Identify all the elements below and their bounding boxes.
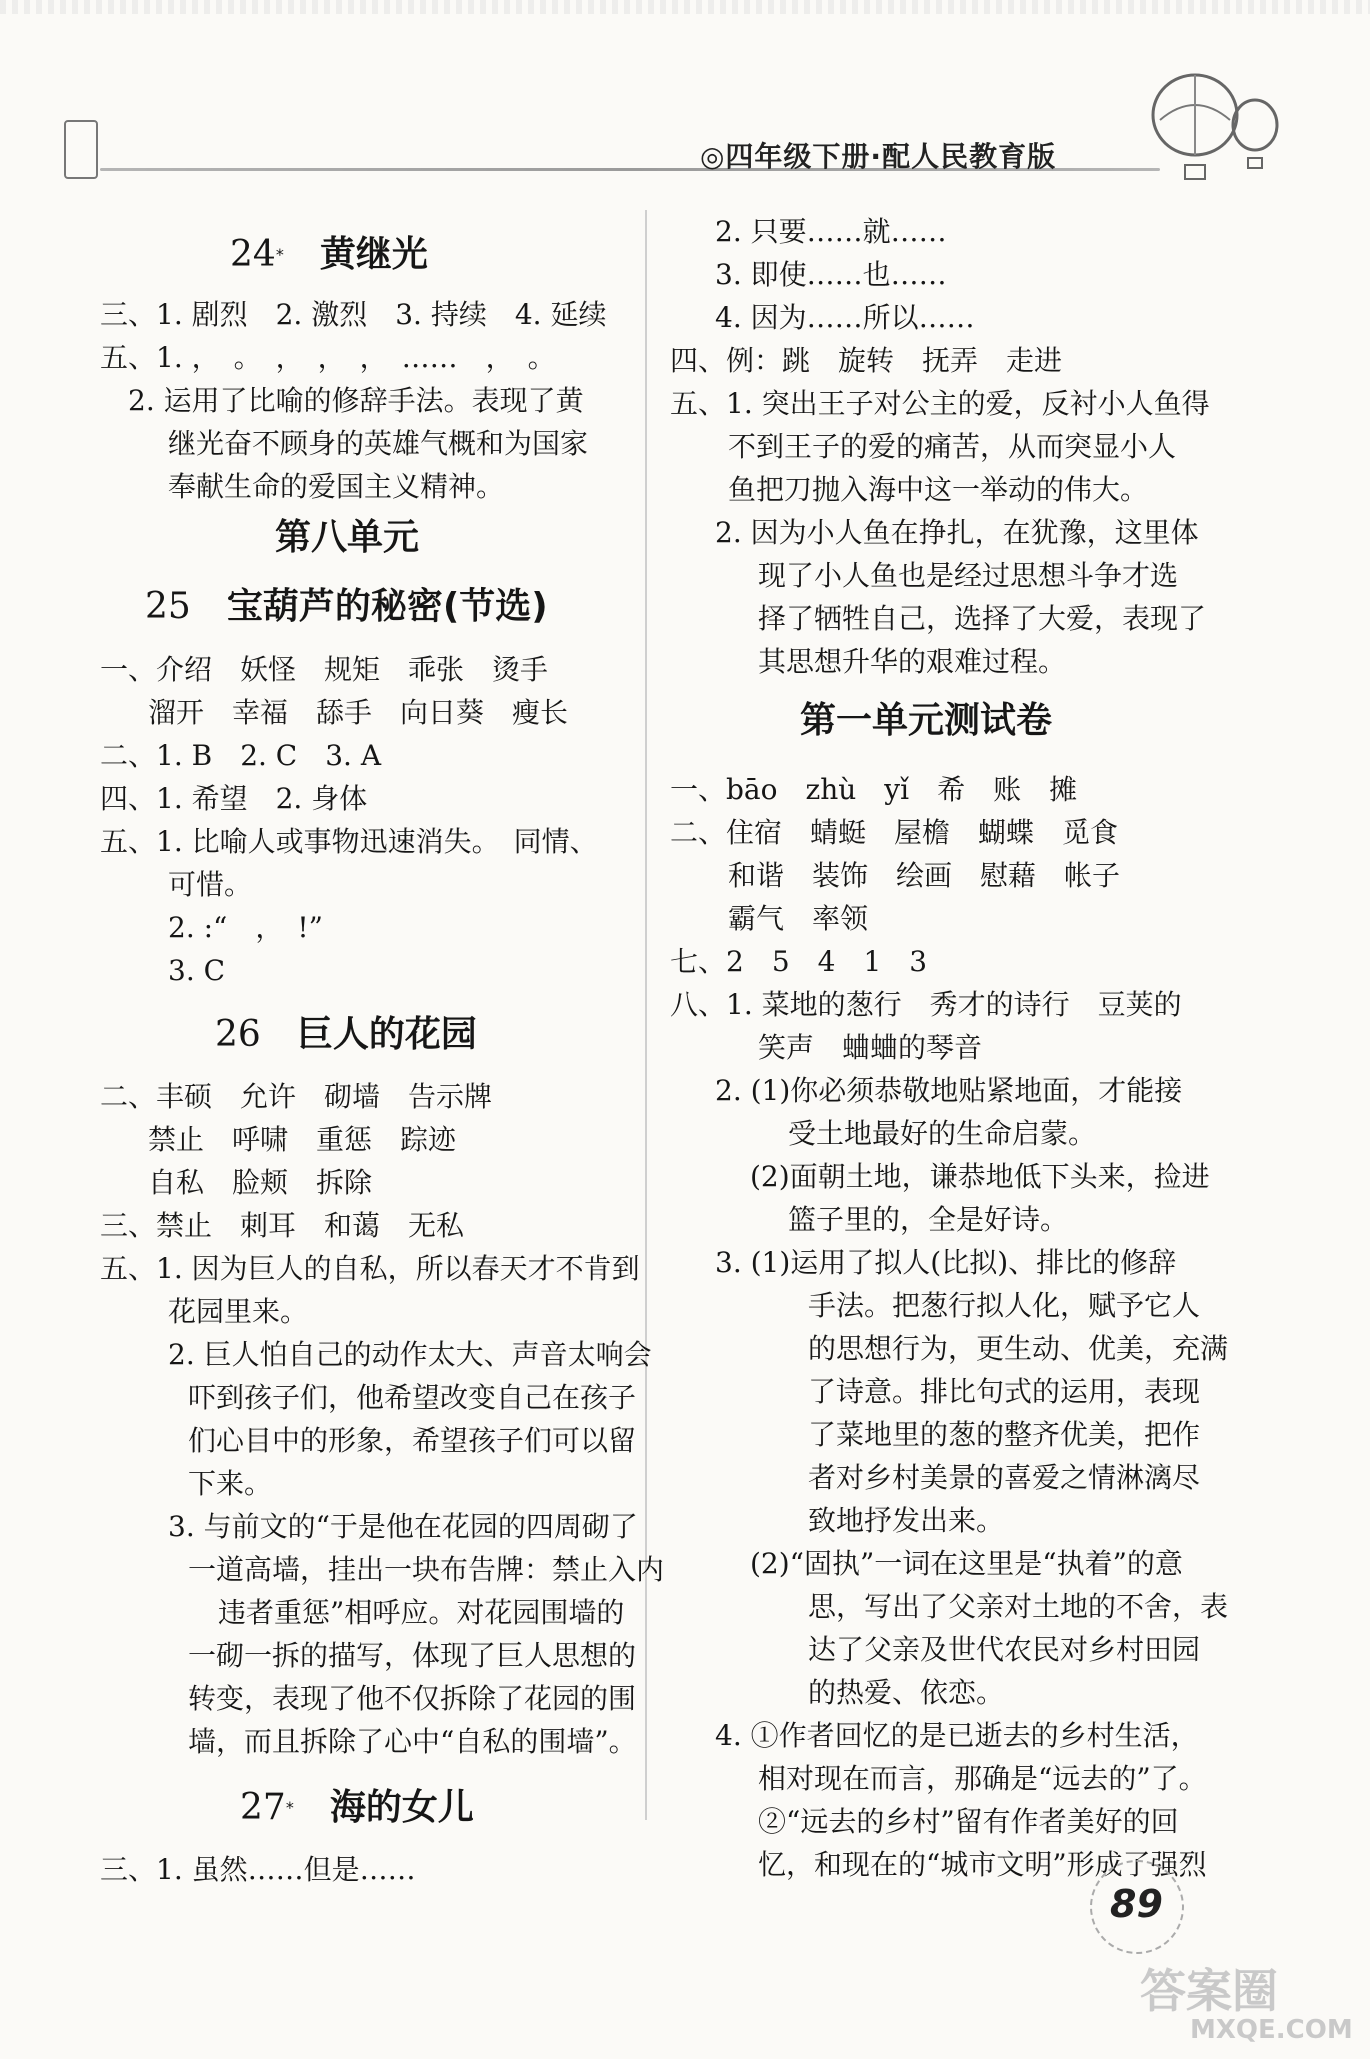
section-title — [230, 232, 428, 278]
answer-line: 二、1. B 2. C 3. A — [100, 739, 382, 772]
answer-line: 禁止 呼啸 重惩 踪迹 — [120, 1123, 457, 1156]
section-title-text: 第一单元测试卷 — [800, 700, 1053, 741]
answer-line: 继光奋不顾身的英雄气概和为国家 — [140, 427, 589, 460]
lesson-number: 26 — [215, 1014, 261, 1055]
answer-line: 花园里来。 — [140, 1295, 309, 1328]
answer-line: 4. ①作者回忆的是已逝去的乡村生活， — [715, 1719, 1199, 1752]
edition-label: ◎四年级下册·配人民教育版 — [700, 140, 1057, 173]
section-title — [145, 584, 548, 630]
answer-line: 2. 运用了比喻的修辞手法。表现了黄 — [100, 384, 584, 417]
lesson-number: 25 — [145, 586, 191, 627]
answer-line: 3. 即使……也…… — [715, 258, 947, 291]
answer-line: 3. 与前文的“于是他在花园的四周砌了 — [140, 1510, 638, 1543]
answer-line: 了菜地里的葱的整齐优美，把作 — [780, 1418, 1201, 1451]
answer-line: 五、1. 比喻人或事物迅速消失。 同情、 — [100, 825, 598, 858]
section-title — [275, 515, 419, 561]
section-title-text: 黄继光 — [319, 234, 428, 275]
header-icon — [64, 120, 98, 179]
optional-star-mark: * — [275, 245, 284, 264]
answer-line: 二、丰硕 允许 砌墙 告示牌 — [100, 1080, 493, 1113]
answer-line: 自私 脸颊 拆除 — [120, 1166, 373, 1199]
answer-line: 相对现在而言，那确是“远去的”了。 — [730, 1762, 1207, 1795]
balloon-icon — [1140, 70, 1290, 200]
answer-line: 三、禁止 刺耳 和蔼 无私 — [100, 1209, 465, 1242]
page-number: 89 — [1110, 1882, 1163, 1926]
section-title-text: 宝葫芦的秘密(节选) — [226, 586, 548, 627]
answer-line: 不到王子的爱的痛苦，从而突显小人 — [700, 430, 1177, 463]
answer-line: 可惜。 — [140, 868, 253, 901]
answer-line: 忆，和现在的“城市文明”形成了强烈 — [730, 1848, 1207, 1881]
answer-line: 思，写出了父亲对土地的不舍，表 — [780, 1590, 1229, 1623]
answer-line: ②“远去的乡村”留有作者美好的回 — [730, 1805, 1179, 1838]
answer-line: 2. (1)你必须恭敬地贴紧地面，才能接 — [715, 1074, 1183, 1107]
answer-line: 2. 只要……就…… — [715, 215, 947, 248]
answer-line: 二、住宿 蜻蜓 屋檐 蝴蝶 觅食 — [670, 816, 1119, 849]
watermark-logo: 答案圈 — [1140, 1964, 1278, 2018]
section-title — [215, 1012, 477, 1058]
answer-line: 择了牺牲自己，选择了大爱，表现了 — [730, 602, 1207, 635]
watermark-url: MXQE.COM — [1190, 2015, 1353, 2045]
answer-line: 了诗意。排比句式的运用，表现 — [780, 1375, 1201, 1408]
answer-line: (2)面朝土地，谦恭地低下头来，捡进 — [750, 1160, 1210, 1193]
answer-line: 笑声 蛐蛐的琴音 — [730, 1031, 983, 1064]
answer-line: 一、bāo zhù yǐ 希 账 摊 — [670, 773, 1078, 806]
answer-line: 者对乡村美景的喜爱之情淋漓尽 — [780, 1461, 1201, 1494]
answer-line: 受土地最好的生命启蒙。 — [760, 1117, 1097, 1150]
answer-line: 的思想行为，更生动、优美，充满 — [780, 1332, 1229, 1365]
answer-line: 霸气 率领 — [700, 902, 869, 935]
answer-line: 五、1. 因为巨人的自私，所以春天才不肯到 — [100, 1252, 640, 1285]
answer-line: 四、例：跳 旋转 抚弄 走进 — [670, 344, 1063, 377]
answer-line: 墙，而且拆除了心中“自私的围墙”。 — [160, 1725, 637, 1758]
answer-line: 奉献生命的爱国主义精神。 — [140, 470, 505, 503]
answer-line: 五、1. 突出王子对公主的爱，反衬小人鱼得 — [670, 387, 1210, 420]
answer-line: 致地抒发出来。 — [780, 1504, 1005, 1537]
answer-line: 三、1. 虽然……但是…… — [100, 1853, 416, 1886]
answer-line: 3. (1)运用了拟人(比拟)、排比的修辞 — [715, 1246, 1177, 1279]
answer-line: 四、1. 希望 2. 身体 — [100, 782, 368, 815]
lesson-number: 24 — [230, 234, 276, 275]
answer-line: 和谐 装饰 绘画 慰藉 帐子 — [700, 859, 1121, 892]
answer-line: (2)“固执”一词在这里是“执着”的意 — [750, 1547, 1183, 1580]
section-title — [240, 1785, 474, 1831]
answer-line: 们心目中的形象，希望孩子们可以留 — [160, 1424, 637, 1457]
answer-line: 一砌一拆的描写，体现了巨人思想的 — [160, 1639, 637, 1672]
answer-line: 2. 因为小人鱼在挣扎，在犹豫，这里体 — [715, 516, 1199, 549]
answer-line: 4. 因为……所以…… — [715, 301, 975, 334]
answer-line: 鱼把刀抛入海中这一举动的伟大。 — [700, 473, 1149, 506]
lesson-number: 27 — [240, 1787, 286, 1828]
answer-line: 3. C — [140, 954, 226, 987]
answer-line: 其思想升华的艰难过程。 — [730, 645, 1067, 678]
answer-line: 五、1. ， 。 ， ， ， …… ， 。 — [100, 341, 556, 374]
top-decoration — [0, 0, 1370, 14]
answer-line: 现了小人鱼也是经过思想斗争才选 — [730, 559, 1179, 592]
answer-line: 手法。把葱行拟人化，赋予它人 — [780, 1289, 1201, 1322]
answer-line: 三、1. 剧烈 2. 激烈 3. 持续 4. 延续 — [100, 298, 607, 331]
answer-line: 2. 巨人怕自己的动作太大、声音太响会 — [140, 1338, 652, 1371]
section-title-text: 第八单元 — [275, 517, 420, 558]
answer-line: 2. :“ ， !” — [140, 911, 323, 944]
answer-line: 溜开 幸福 舔手 向日葵 瘦长 — [120, 696, 569, 729]
answer-line: 篮子里的，全是好诗。 — [760, 1203, 1069, 1236]
section-title-text: 巨人的花园 — [296, 1014, 477, 1055]
answer-line: 八、1. 菜地的葱行 秀才的诗行 豆荚的 — [670, 988, 1182, 1021]
section-title-text: 海的女儿 — [329, 1787, 474, 1828]
answer-line: 一、介绍 妖怪 规矩 乖张 烫手 — [100, 653, 549, 686]
answer-line: 达了父亲及世代农民对乡村田园 — [780, 1633, 1201, 1666]
answer-line: 吓到孩子们，他希望改变自己在孩子 — [160, 1381, 637, 1414]
answer-line: 下来。 — [160, 1467, 273, 1500]
answer-line: 一道高墙，挂出一块布告牌：禁止入内 — [160, 1553, 665, 1586]
optional-star-mark: * — [285, 1798, 294, 1817]
answer-line: 的热爱、依恋。 — [780, 1676, 1005, 1709]
answer-line: 转变，表现了他不仅拆除了花园的围 — [160, 1682, 637, 1715]
answer-line: 违者重惩”相呼应。对花园围墙的 — [190, 1596, 625, 1629]
section-title — [800, 698, 1052, 744]
answer-line: 七、2 5 4 1 3 — [670, 945, 928, 978]
